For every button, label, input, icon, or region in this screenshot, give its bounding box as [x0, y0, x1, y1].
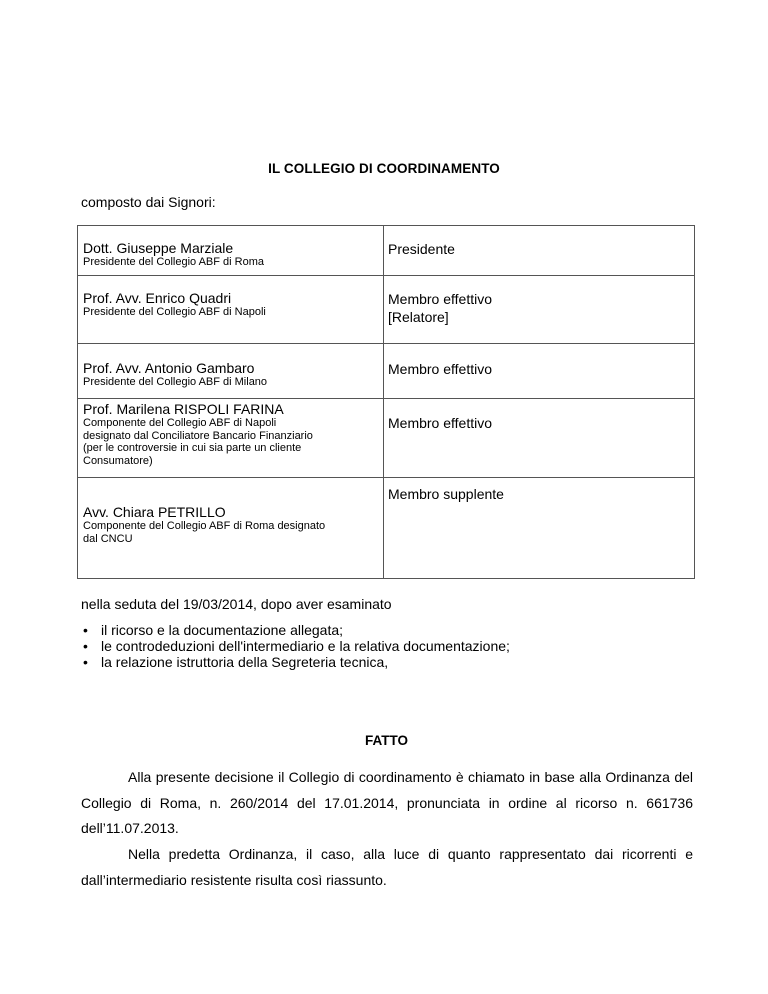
member-description: Presidente del Collegio ABF di Roma: [83, 256, 264, 268]
member-name: Avv. Chiara PETRILLO: [83, 504, 226, 520]
composed-label: composto dai Signori:: [81, 194, 216, 210]
member-role-cell: [384, 478, 695, 579]
member-role: Membro supplente: [388, 486, 504, 502]
list-item-text: le controdeduzioni dell'intermediario e la relativa documentazione;: [101, 638, 510, 654]
list-item: [81, 654, 510, 670]
member-role: Membro effettivo: [388, 291, 493, 307]
member-role-cell: [384, 226, 695, 276]
member-role-cell: [384, 399, 695, 478]
session-text: nella seduta del 19/03/2014, dopo aver esaminato: [81, 596, 392, 612]
list-item: [81, 622, 510, 638]
table-row: [78, 478, 695, 579]
fatto-paragraph: Alla presente decisione il Collegio di coordinamento è chiamato in base alla Ordinanza del Collegio di Roma, n. 260/2014 del 17.01.2014, pronunciata in ordine al ricorso n. 661736 dell’11.07.2013.: [81, 769, 693, 836]
member-role: Presidente: [388, 241, 455, 257]
member-description-line: designato dal Conciliatore Bancario Finanziario: [83, 429, 313, 442]
table-row: [78, 344, 695, 399]
list-item: [81, 638, 510, 654]
page-title: IL COLLEGIO DI COORDINAMENTO: [268, 161, 500, 176]
member-description: Presidente del Collegio ABF di Napoli: [83, 306, 266, 318]
member-role-cell: [384, 344, 695, 399]
member-name-cell: [78, 399, 384, 478]
examined-list: [81, 622, 510, 670]
member-name: Dott. Giuseppe Marziale: [83, 240, 234, 256]
member-description-line: Consumatore): [83, 454, 153, 467]
table-row: [78, 399, 695, 478]
member-role-note: [Relatore]: [388, 309, 449, 325]
member-description: Presidente del Collegio ABF di Milano: [83, 376, 268, 388]
section-heading-fatto: FATTO: [365, 733, 408, 748]
table-row: [78, 276, 695, 344]
member-description-line: Componente del Collegio ABF di Napoli: [83, 417, 277, 429]
member-name: Prof. Avv. Enrico Quadri: [83, 290, 232, 306]
bullet-icon: •: [83, 638, 88, 654]
fatto-paragraph: Nella predetta Ordinanza, il caso, alla luce di quanto rappresentato dai ricorrenti e dall’intermediario resistente risulta così riassunto.: [81, 846, 693, 888]
member-name-cell: [78, 478, 384, 579]
member-name: Prof. Marilena RISPOLI FARINA: [83, 401, 284, 417]
list-item-text: la relazione istruttoria della Segreteria tecnica,: [101, 654, 389, 670]
member-role: Membro effettivo: [388, 415, 493, 431]
member-name-cell: [78, 344, 384, 399]
bullet-icon: •: [83, 654, 88, 670]
member-description-line: (per le controversie in cui sia parte un cliente: [83, 442, 302, 454]
member-description-line: dal CNCU: [83, 532, 133, 545]
bullet-icon: •: [83, 622, 88, 638]
member-description-line: Componente del Collegio ABF di Roma designato: [83, 520, 326, 532]
table-row: [78, 226, 695, 276]
member-name-cell: [78, 276, 384, 344]
list-item-text: il ricorso e la documentazione allegata;: [101, 622, 344, 638]
members-table: [77, 225, 695, 579]
member-name-cell: [78, 226, 384, 276]
member-role: Membro effettivo: [388, 361, 493, 377]
member-role-cell: [384, 276, 695, 344]
member-name: Prof. Avv. Antonio Gambaro: [83, 360, 255, 376]
